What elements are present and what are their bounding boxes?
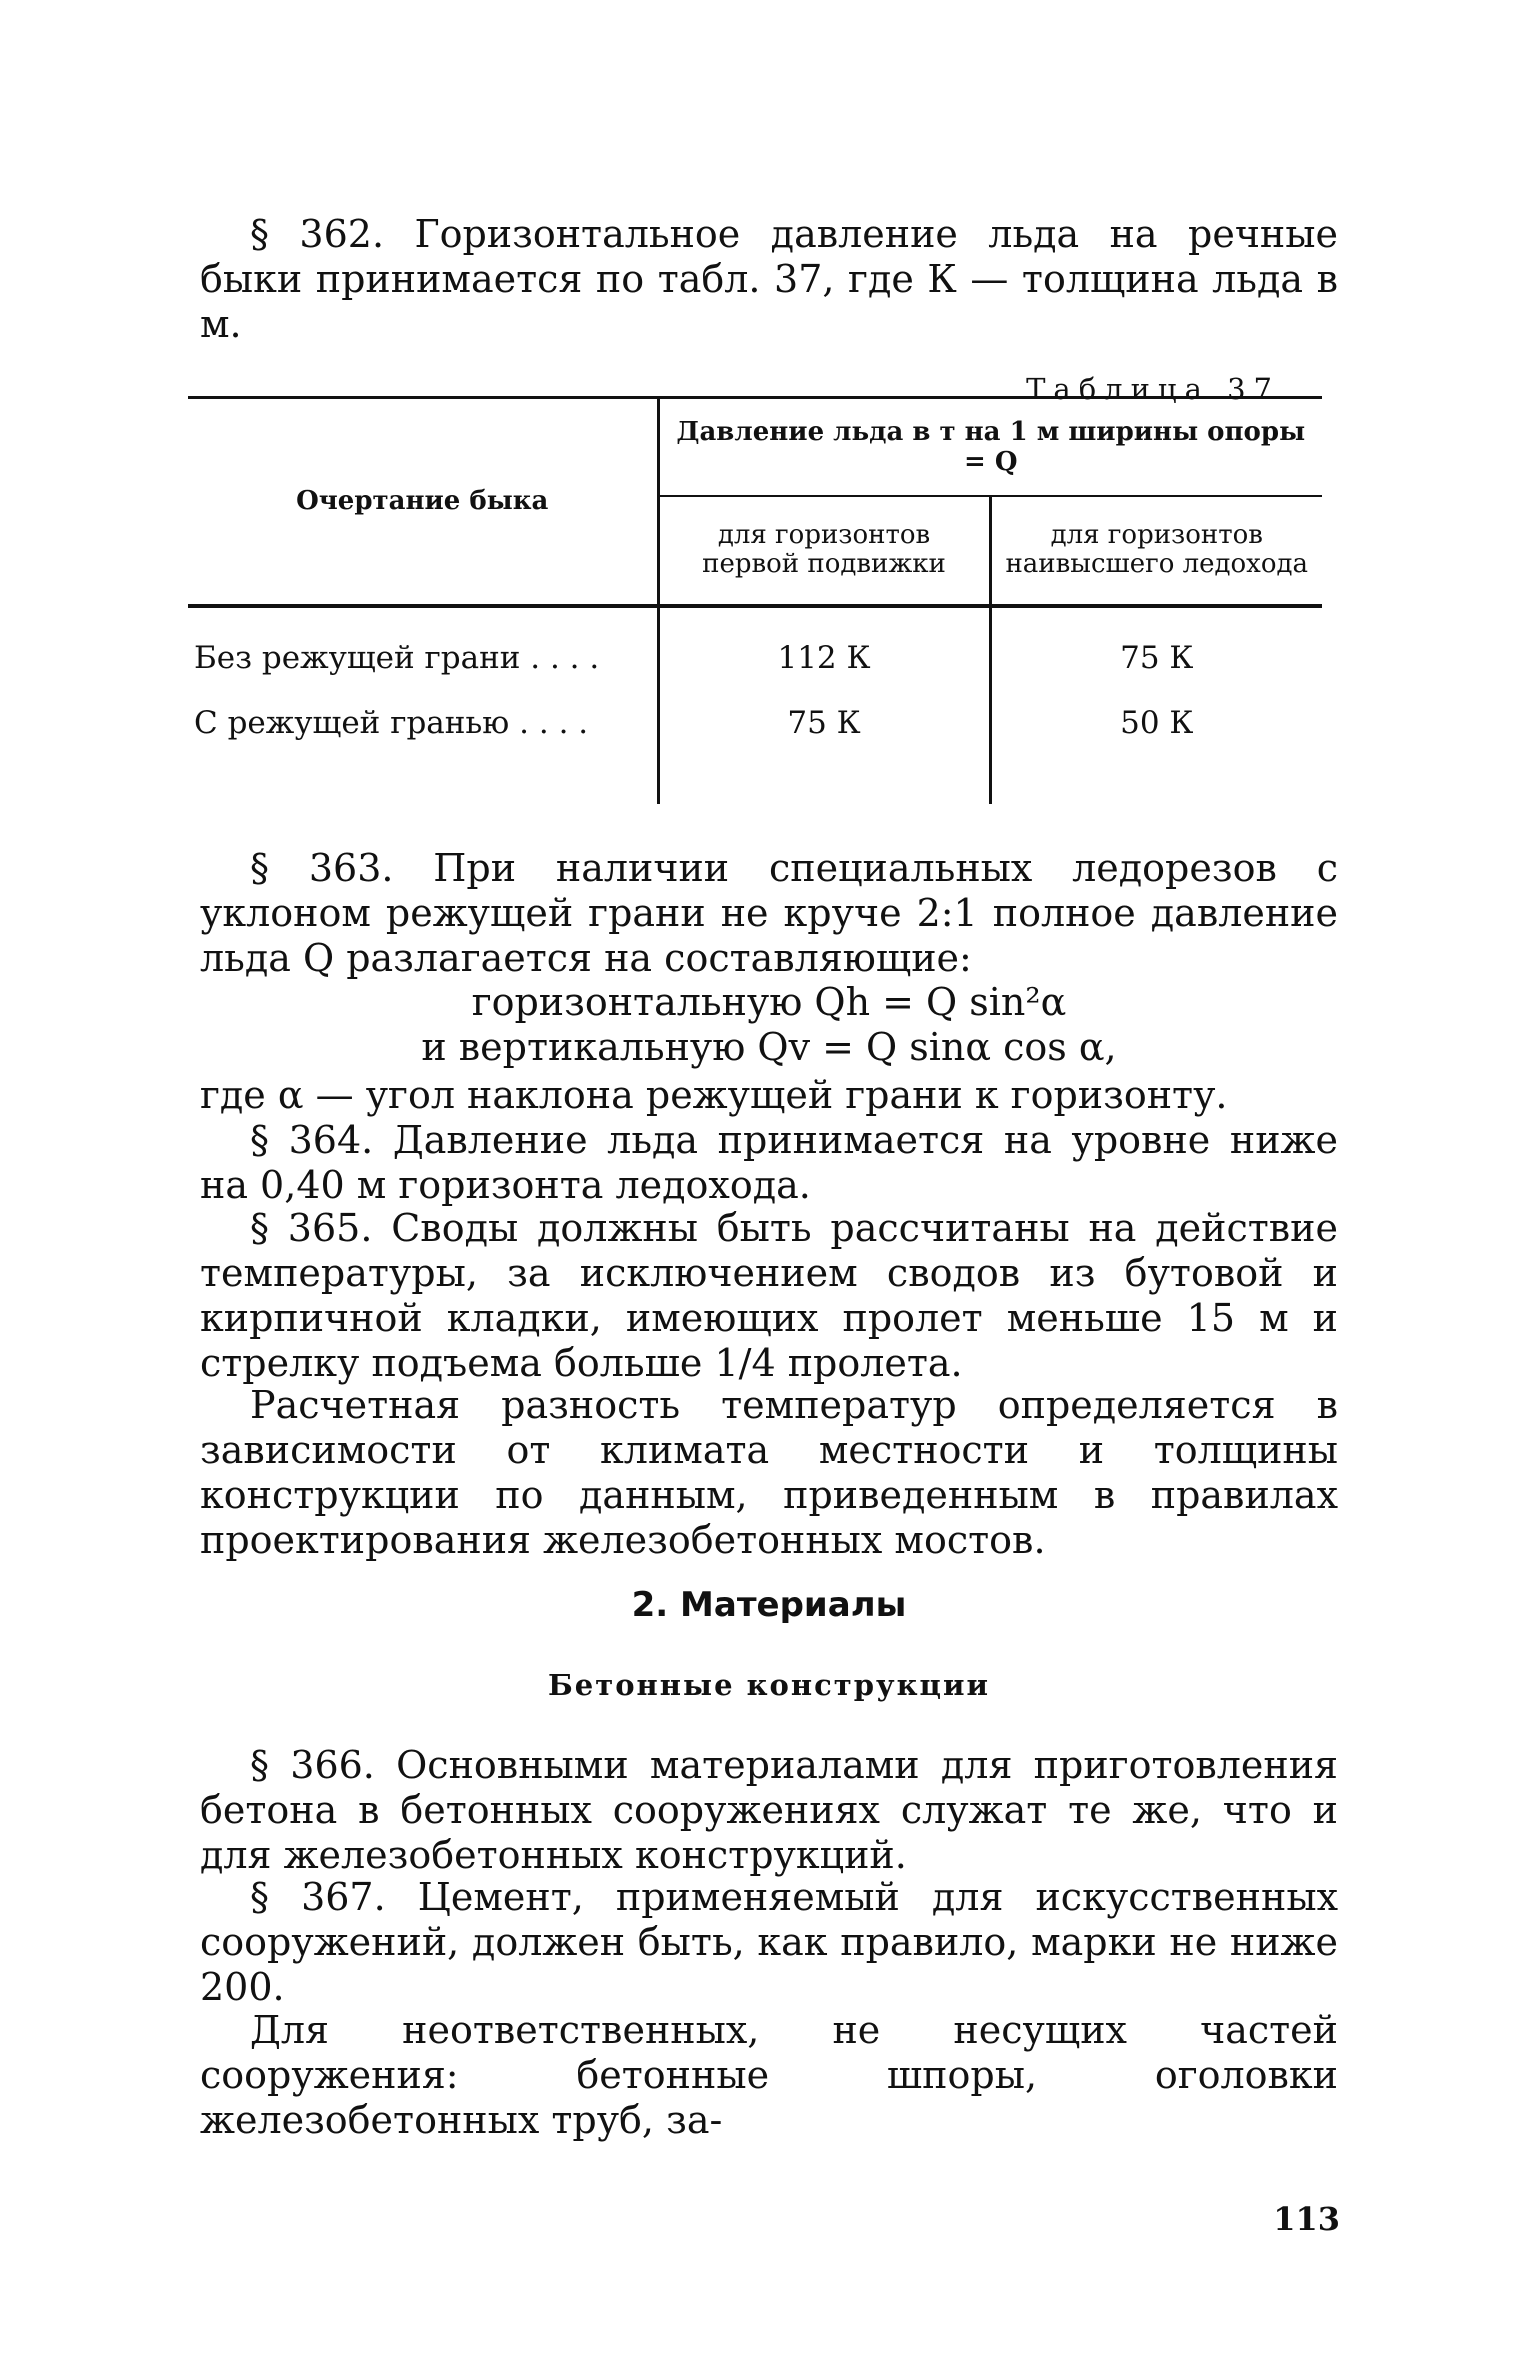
header-highest-ice-drift: для горизонтов наивысшего ледохода bbox=[990, 496, 1322, 606]
paragraph-367: § 367. Цемент, применяемый для искусственных сооружений, должен быть, как правило, марки не ниже 200. bbox=[200, 1875, 1338, 2009]
page-number: 113 bbox=[1273, 2200, 1340, 2238]
formula-vertical: и вертикальную Qv = Q sinα cos α, bbox=[421, 1025, 1117, 1069]
header-first-movement: для горизонтов первой подвижки bbox=[658, 496, 990, 606]
row-first-value: 75 К bbox=[658, 690, 990, 756]
row-highest-value: 75 К bbox=[1120, 639, 1194, 676]
row-shape: С режущей гранью . . . . bbox=[188, 690, 658, 756]
paragraph-365-temperature: Расчетная разность температур определяется в зависимости от климата местности и толщины конструкции по данным, приведенным в правилах проектирования железобетонных мостов. bbox=[200, 1383, 1338, 1562]
row-highest-value: 50 К bbox=[1120, 704, 1194, 741]
row-first-value: 112 К bbox=[658, 626, 990, 690]
table-row bbox=[188, 690, 1322, 756]
formula-horizontal: горизонтальную Qh = Q sin²α bbox=[471, 980, 1067, 1024]
paragraph-364: § 364. Давление льда принимается на уровне ниже на 0,40 м горизонта ледохода. bbox=[200, 1118, 1338, 1207]
ice-pressure-table bbox=[188, 396, 1322, 804]
section-title: 2. Материалы bbox=[631, 1585, 907, 1625]
paragraph-365: § 365. Своды должны быть рассчитаны на действие температуры, за исключением сводов из бутовой и кирпичной кладки, имеющих пролет меньше 15 м и стрелку подъема больше 1/4 пролета. bbox=[200, 1206, 1338, 1385]
subsection-title: Бетонные конструкции bbox=[548, 1668, 990, 1702]
table-caption: Таблица 37 bbox=[1026, 372, 1280, 406]
paragraph-363: § 363. При наличии специальных ледорезов с уклоном режущей грани не круче 2:1 полное давление льда Q разлагается на составляющие: bbox=[200, 846, 1338, 980]
paragraph-362: § 362. Горизонтальное давление льда на речные быки принимается по табл. 37, где К — толщина льда в м. bbox=[200, 212, 1338, 346]
table-row bbox=[188, 626, 1322, 690]
header-pier-shape: Очертание быка bbox=[188, 398, 658, 606]
paragraph-367-continued: Для неответственных, не несущих частей сооружения: бетонные шпоры, оголовки железобетонных труб, за- bbox=[200, 2008, 1338, 2142]
header-ice-pressure: Давление льда в т на 1 м ширины опоры = Q bbox=[658, 398, 1322, 496]
paragraph-363-angle: где α — угол наклона режущей грани к горизонту. bbox=[200, 1073, 1228, 1117]
paragraph-366: § 366. Основными материалами для приготовления бетона в бетонных сооружениях служат те же, что и для железобетонных конструкций. bbox=[200, 1743, 1338, 1877]
row-shape: Без режущей грани . . . . bbox=[188, 626, 658, 690]
